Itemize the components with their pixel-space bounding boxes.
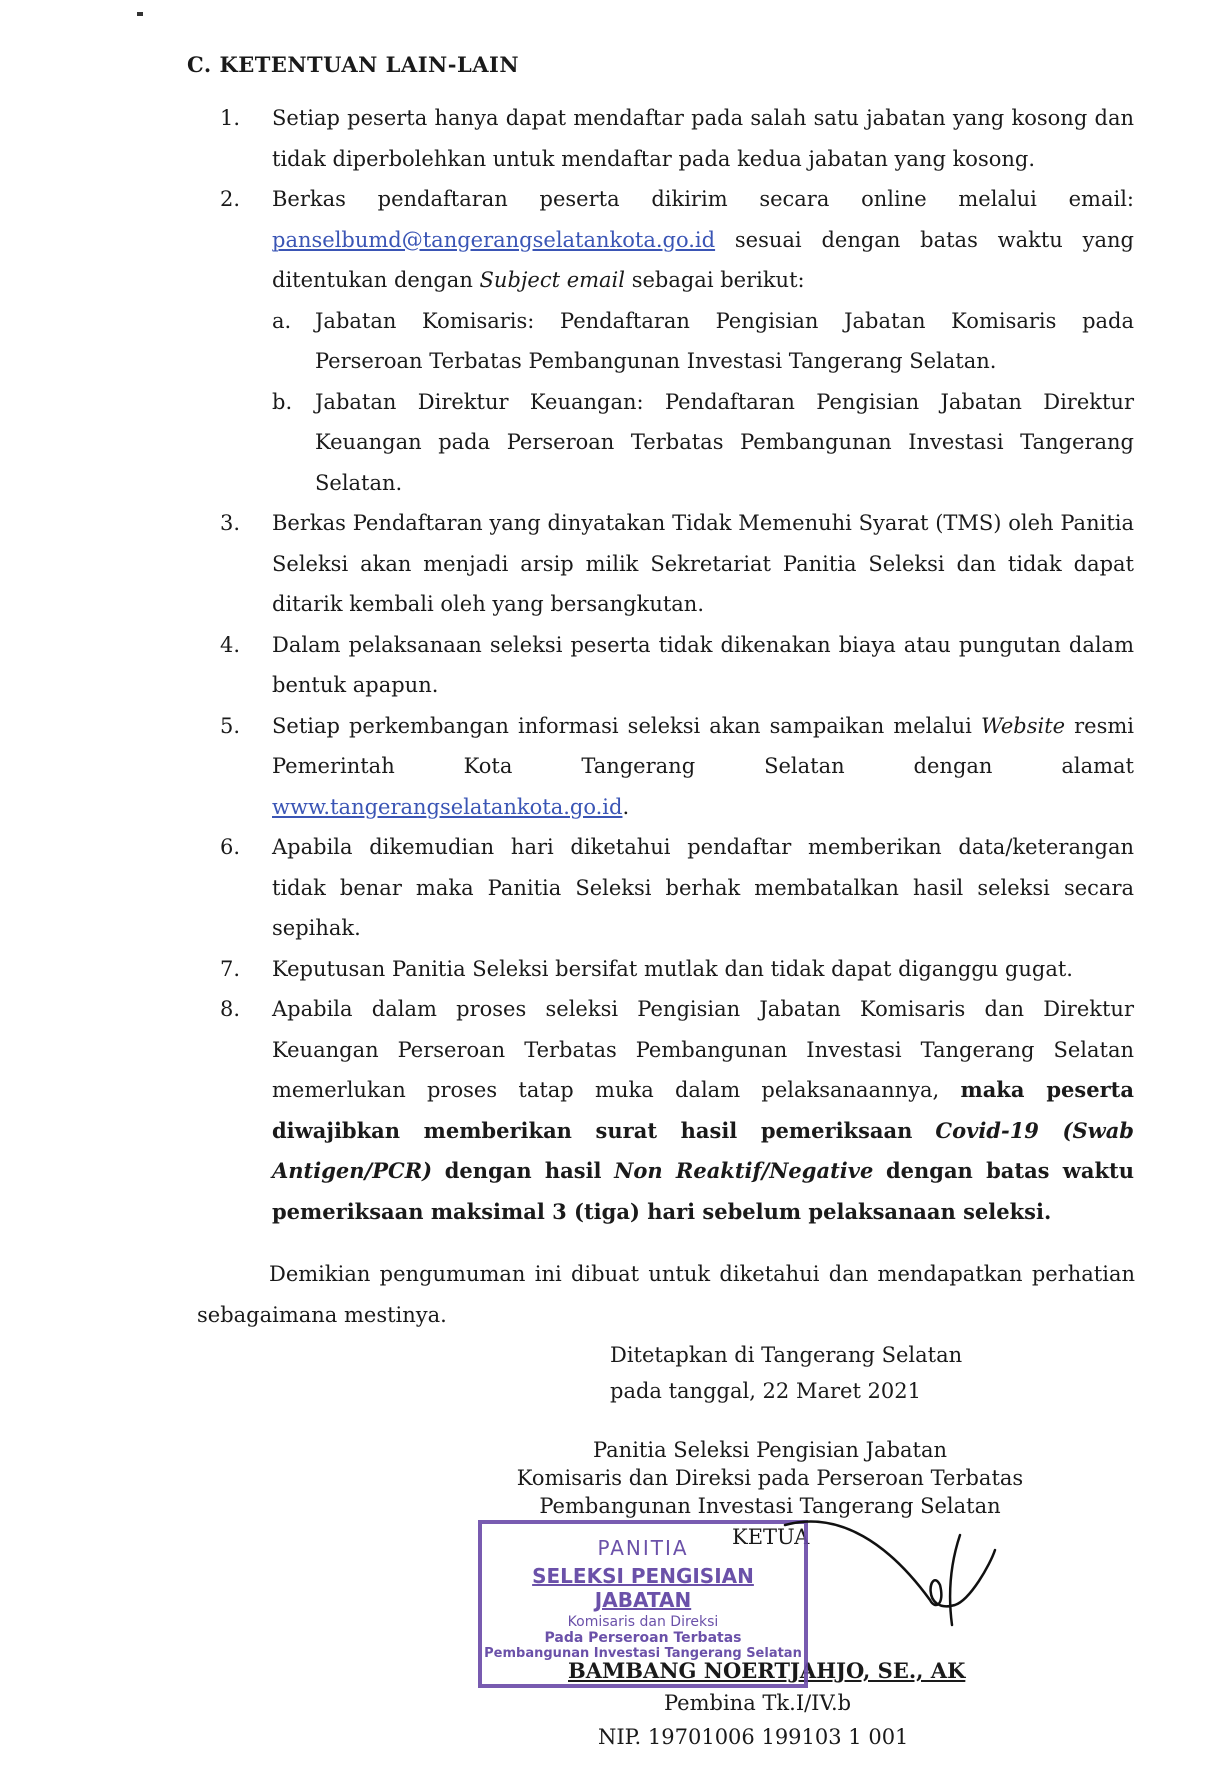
list-item: 4. Dalam pelaksanaan seleksi peserta tidak dikenakan biaya atau pungutan dalam bentuk apapun. (220, 632, 1134, 697)
signer-role: KETUA (732, 1525, 810, 1549)
scan-mark (137, 12, 143, 16)
signer-name: BAMBANG NOERTJAHJO, SE., AK (568, 1658, 966, 1683)
signer-rank: Pembina Tk.I/IV.b (664, 1691, 852, 1715)
handwritten-signature (780, 1505, 1020, 1635)
list-item: 7. Keputusan Panitia Seleksi bersifat mutlak dan tidak dapat diganggu gugat. (220, 956, 1073, 981)
sub-item: b. Jabatan Direktur Keuangan: Pendaftaran Pengisian Jabatan Direktur Keuangan pada Perseroan Terbatas Pembangunan Investasi Tangerang Selatan. (272, 389, 1134, 495)
committee-name: Panitia Seleksi Pengisian Jabatan Komisaris dan Direksi pada Perseroan Terbatas Pembangunan Investasi Tangerang Selatan (516, 1438, 1024, 1518)
issued-place: Ditetapkan di Tangerang Selatan (610, 1343, 963, 1367)
official-stamp: PANITIA SELEKSI PENGISIAN JABATAN Komisaris dan Direksi Pada Perseroan Terbatas Pembangunan Investasi Tangerang Selatan (478, 1520, 808, 1688)
list-item: 5. Setiap perkembangan informasi seleksi akan sampaikan melalui Website resmi Pemerintah Kota Tangerang Selatan dengan alamat www.tangerangselatankota.go.id. (220, 713, 1134, 819)
section-title: C. KETENTUAN LAIN-LAIN (187, 52, 520, 77)
issued-date: pada tanggal, 22 Maret 2021 (610, 1379, 922, 1403)
list-item: 8. Apabila dalam proses seleksi Pengisian Jabatan Komisaris dan Direktur Keuangan Perseroan Terbatas Pembangunan Investasi Tangerang Selatan memerlukan proses tatap muka dalam pelaksanaannya, maka peserta diwajibkan memberikan surat hasil pemeriksaan Covid-19 (Swab Antigen/PCR) dengan hasil Non Reaktif/Negative dengan batas waktu pemeriksaan maksimal 3 (tiga) hari sebelum pelaksanaan seleksi. (220, 997, 1134, 1224)
list-item: 6. Apabila dikemudian hari diketahui pendaftar memberikan data/keterangan tidak benar maka Panitia Seleksi berhak membatalkan hasil seleksi secara sepihak. (220, 835, 1134, 940)
provisions-list (190, 98, 1134, 1232)
closing-paragraph: Demikian pengumuman ini dibuat untuk diketahui dan mendapatkan perhatian sebagaimana mestinya. (197, 1262, 1135, 1327)
list-item: 1. Setiap peserta hanya dapat mendaftar pada salah satu jabatan yang kosong dan tidak diperbolehkan untuk mendaftar pada kedua jabatan yang kosong. (220, 106, 1134, 171)
sub-item: a. Jabatan Komisaris: Pendaftaran Pengisian Jabatan Komisaris pada Perseroan Terbatas Pembangunan Investasi Tangerang Selatan. (272, 308, 1134, 373)
signer-nip: NIP. 19701006 199103 1 001 (598, 1725, 909, 1749)
list-item: 2. Berkas pendaftaran peserta dikirim secara online melalui email: panselbumd@tangerangselatankota.go.id sesuai dengan batas waktu yang ditentukan dengan Subject email sebagai berikut: a. Jabatan Komisaris: Pendaftaran Pengisian Jabatan Komisaris pada Perseroan Terbatas Pembangunan Investasi Tangerang Selatan. b. Jabatan Direktur Keuangan: Pendaftaran Pengisian Jabatan Direktur Keuangan pada Perseroan Terbatas Pembangunan Investasi Tangerang Selatan. (190, 179, 1134, 503)
email-link[interactable]: panselbumd@tangerangselatankota.go.id (272, 227, 716, 252)
website-link[interactable]: www.tangerangselatankota.go.id (272, 794, 623, 819)
list-item: 3. Berkas Pendaftaran yang dinyatakan Tidak Memenuhi Syarat (TMS) oleh Panitia Seleksi akan menjadi arsip milik Sekretariat Panitia Seleksi dan tidak dapat ditarik kembali oleh yang bersangkutan. (220, 511, 1134, 616)
